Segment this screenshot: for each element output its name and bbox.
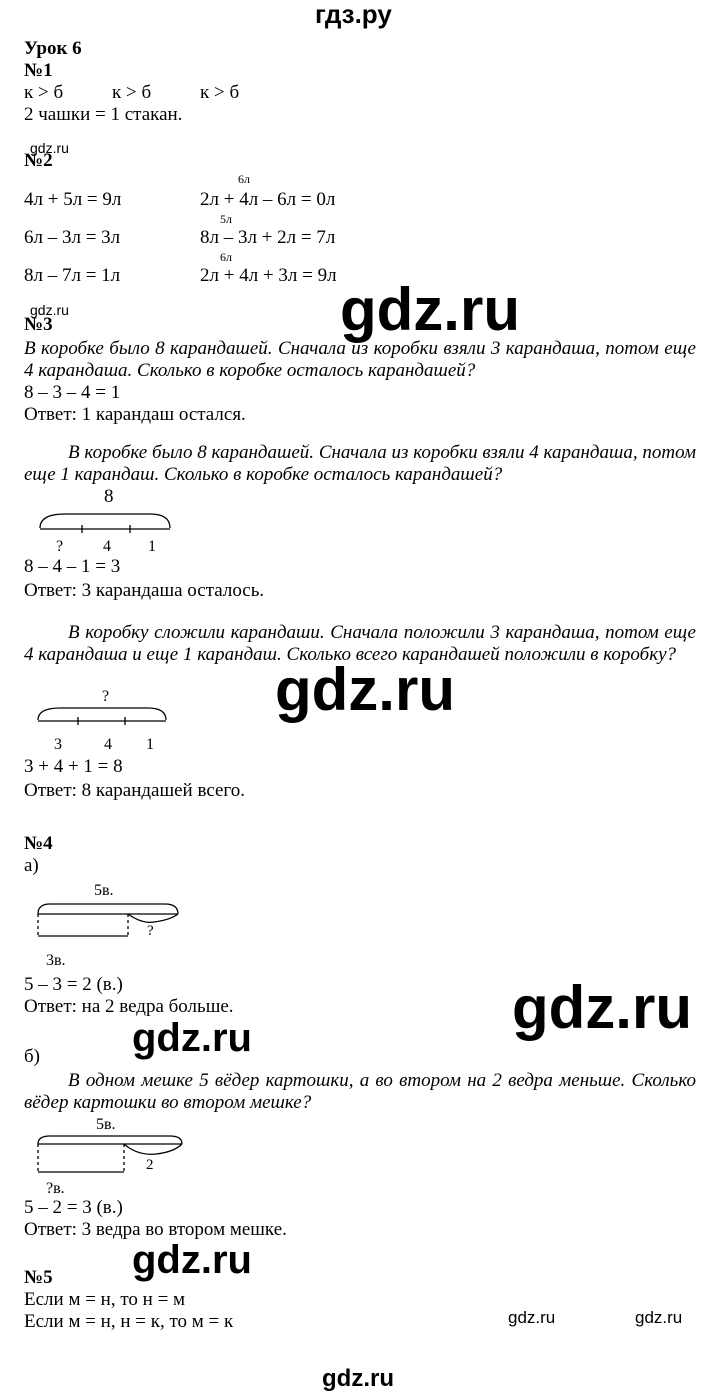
task4b-bottom-label: ?в.: [46, 1180, 65, 1197]
lesson-title: Урок 6: [24, 38, 82, 59]
task2-left-1: 4л + 5л = 9л: [24, 189, 122, 210]
task1-compare-2: к > б: [112, 82, 152, 103]
task3-problem-3: В коробку сложили карандаши. Сначала положили 3 карандаша, потом еще 4 карандаша и еще 1 карандаш. Сколько всего карандашей положили в коробку?: [24, 622, 696, 665]
task2-hint-3: 6л: [220, 250, 232, 264]
task4b-answer: Ответ: 3 ведра во втором мешке.: [24, 1219, 287, 1240]
diagram2-top-label: 8: [104, 486, 114, 507]
diagram2-label-4: 4: [103, 538, 111, 555]
task3-answer-3: Ответ: 8 карандашей всего.: [24, 780, 245, 801]
task2-left-2: 6л – 3л = 3л: [24, 227, 121, 248]
task4-part-b: б): [24, 1046, 40, 1067]
task4a-question: ?: [147, 923, 154, 939]
task2-right-1: 2л + 4л – 6л = 0л: [200, 189, 336, 210]
task3-answer-1: Ответ: 1 карандаш остался.: [24, 404, 246, 425]
task4a-top-label: 5в.: [94, 882, 114, 899]
task5-line1: Если м = н, то н = м: [24, 1289, 186, 1310]
diagram3-segment: [30, 700, 230, 730]
task2-hint-2: 5л: [220, 212, 232, 226]
header-watermark: гдз.ру: [315, 0, 392, 29]
diagram2-label-1: 1: [148, 538, 156, 555]
task5-line2: Если м = н, н = к, то м = к: [24, 1311, 234, 1332]
watermark-small: gdz.ru: [30, 140, 69, 156]
task4b-equation: 5 – 2 = 3 (в.): [24, 1197, 123, 1218]
diagram3-label-4: 4: [104, 736, 112, 753]
diagram3-label-1: 1: [146, 736, 154, 753]
watermark-small: gdz.ru: [508, 1308, 556, 1327]
watermark-big: gdz.ru: [512, 974, 692, 1041]
task2-number: №2: [24, 150, 53, 171]
task3-equation-1: 8 – 3 – 4 = 1: [24, 382, 121, 403]
task4-number: №4: [24, 833, 53, 854]
watermark-mid: gdz.ru: [132, 1016, 252, 1060]
task1-number: №1: [24, 60, 53, 81]
task2-hint-1: 6л: [238, 172, 250, 186]
task4-part-a: а): [24, 855, 39, 876]
task2-left-3: 8л – 7л = 1л: [24, 265, 121, 286]
task3-number: №3: [24, 314, 53, 335]
task2-right-2: 8л – 3л + 2л = 7л: [200, 227, 336, 248]
task3-answer-2: Ответ: 3 карандаша осталось.: [24, 580, 265, 601]
watermark-big: gdz.ru: [275, 656, 455, 723]
footer-watermark: gdz.ru: [322, 1365, 394, 1392]
diagram3-label-3: 3: [54, 736, 62, 753]
diagram2-label-q: ?: [56, 538, 64, 555]
task2-right-3: 2л + 4л + 3л = 9л: [200, 265, 337, 286]
task3-problem-2: В коробке было 8 карандашей. Сначала из коробки взяли 4 карандаша, потом еще 1 карандаш. Сколько в коробке осталось карандашей?: [24, 442, 696, 485]
task3-equation-2: 8 – 4 – 1 = 3: [24, 556, 121, 577]
watermark-small: gdz.ru: [30, 302, 69, 318]
task3-equation-3: 3 + 4 + 1 = 8: [24, 756, 123, 777]
diagram2-segment: [30, 508, 230, 538]
diagram3-top-label: ?: [102, 688, 110, 705]
task4b-top-label: 5в.: [96, 1116, 116, 1133]
watermark-small: gdz.ru: [635, 1308, 683, 1327]
task4a-bottom-label: 3в.: [46, 952, 66, 969]
task1-compare-1: к > б: [24, 82, 64, 103]
task4a-diagram: [30, 898, 250, 958]
task3-problem-1: В коробке было 8 карандашей. Сначала из коробки взяли 3 карандаша, потом еще 4 карандаша. Сколько в коробке осталось карандашей?: [24, 338, 696, 381]
watermark-mid: gdz.ru: [132, 1238, 252, 1282]
watermark-big: gdz.ru: [340, 276, 520, 343]
task1-line2: 2 чашки = 1 стакан.: [24, 104, 183, 125]
task4a-equation: 5 – 3 = 2 (в.): [24, 974, 123, 995]
task4b-problem: В одном мешке 5 вёдер картошки, а во втором на 2 ведра меньше. Сколько вёдер картошки во втором мешке?: [24, 1070, 696, 1113]
task5-number: №5: [24, 1267, 53, 1288]
task4b-two: 2: [146, 1157, 154, 1173]
task4a-answer: Ответ: на 2 ведра больше.: [24, 996, 234, 1017]
task1-compare-3: к > б: [200, 82, 240, 103]
